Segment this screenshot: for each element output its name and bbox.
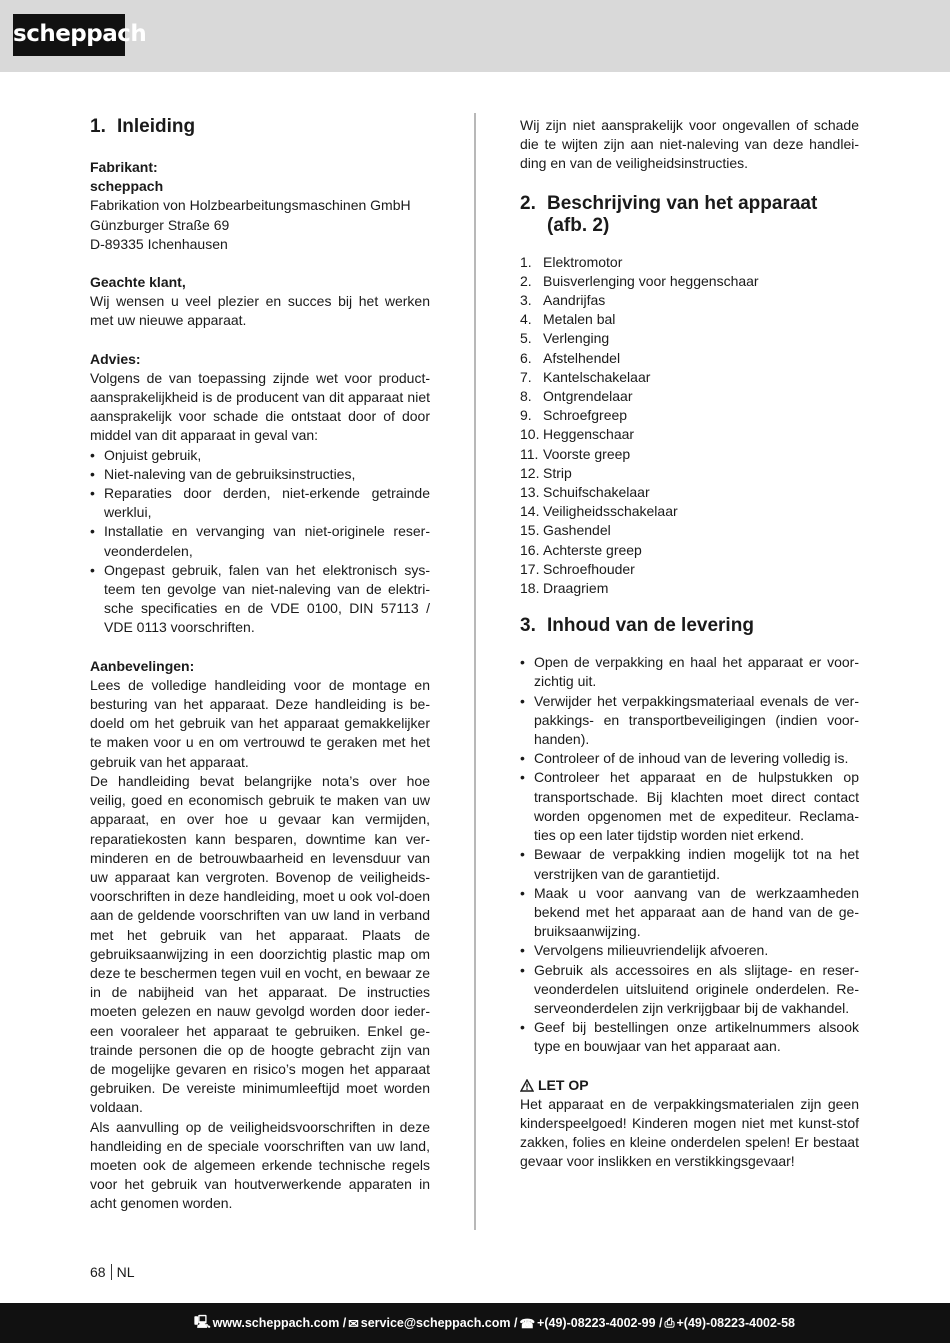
footer-phone: +(49)-08223-4002-99 / [537,1316,663,1330]
top-bar [0,0,950,72]
column-divider [474,113,476,1230]
delivery-list [520,653,859,1056]
list-item: 4. Metalen bal [520,311,616,328]
left-column [90,116,430,1214]
list-item: 17. Schroefhouder [520,560,635,577]
geachte-label: Geachte klant, [90,274,186,291]
section-1-heading [90,116,430,138]
geachte-text: Wij wensen u veel plezier en succes bij het werken met uw nieuwe apparaat. [90,293,430,329]
section-title [547,193,817,237]
page-number [90,1264,134,1280]
list-item: • Onjuist gebruik, [90,446,430,465]
advies-list [90,446,430,638]
list-item: 10. Heggenschaar [520,426,635,443]
footer-fax: +(49)-08223-4002-58 [676,1316,795,1330]
mail-icon: ✉ [348,1316,359,1331]
warning-text: Het apparaat en de verpakkingsmaterialen zijn geen kinderspeelgoed! Kinderen mogen niet met kunst-stof zakken, folies en kleine onderdelen spelen! Er bestaat gevaar voor inslikken en verstikkingsgevaar! [520,1095,859,1170]
aanbevelingen-paragraph: Lees de volledige handleiding voor de montage en besturing van het apparaat. Deze handleiding is be-doeld om het gebruik van het apparaat gemakkelijker te maken voor u en om vertrouwd te geraken met het gebruik van het apparaat. [90,676,430,770]
list-item: • Maak u voor aanvang van de werkzaamheden bekend met het apparaat aan de hand van de ge-bruiksaanwijzing. [520,884,859,942]
list-item: • Geef bij bestellingen onze artikelnummers alsook type en bouwjaar van het apparaat aan. [520,1018,859,1056]
list-item: 8. Ontgrendelaar [520,388,633,405]
list-item: 16. Achterste greep [520,541,642,558]
fabrikant-name: scheppach [90,178,164,195]
advies-label: Advies: [90,350,141,367]
page-number-value: 68 [90,1264,106,1280]
computer-icon: 🖳 [193,1314,211,1329]
list-item: • Open de verpakking en haal het apparaat er voor-zichtig uit. [520,653,859,691]
right-column [520,116,859,1172]
list-item: • Vervolgens milieuvriendelijk afvoeren. [520,941,859,960]
section-title: Inhoud van de levering [547,615,754,637]
list-item: 1. Elektromotor [520,253,623,270]
warning-heading [520,1076,859,1095]
section-title-line: Beschrijving van het apparaat [547,192,818,214]
list-item: 14. Veiligheidsschakelaar [520,503,678,520]
fax-icon: ⎙ [664,1315,675,1330]
list-item: 6. Afstelhendel [520,349,621,366]
section-3-heading [520,615,859,637]
list-item: • Gebruik als accessoires en als slijtage- en reser-veonderdelen uitsluitend originele onderdelen. Re-serveonderdelen zijn verkrijgbaar bij de vakhandel. [520,961,859,1019]
list-item: • Installatie en vervanging van niet-originele reser-veonderdelen, [90,522,430,560]
list-item: 2. Buisverlenging voor heggenschaar [520,272,759,289]
list-item: 7. Kantelschakelaar [520,368,651,385]
aanbevelingen-label: Aanbevelingen: [90,657,195,674]
footer-bar [0,1303,950,1343]
advies-text: Volgens de van toepassing zijnde wet voor product-aansprakelijkheid is de producent van dit apparaat niet aansprakelijk voor schade die ontstaat door of door middel van dit apparaat in geval van: [90,369,430,444]
aanbevelingen-paragraph: Als aanvulling op de veiligheidsvoorschriften in deze handleiding en de speciale voorschriften van uw land, moeten ook de algemeen erkende technische regels voor het gebruik van houtverwerkende apparaten in acht genomen worden. [90,1118,430,1212]
list-item: 12. Strip [520,464,572,481]
list-item: 5. Verlenging [520,330,610,347]
list-item: 18. Draagriem [520,580,609,597]
aanbevelingen-paragraph: De handleiding bevat belangrijke nota’s over hoe veilig, goed en economisch gebruik te maken van uw apparaat, en over hoe u gevaar kan vermijden, reparatiekosten kann besparen, downtime kan ver-minderen en de betrouwbaarheid en levensduur van uw apparaat kan vergroten. Bovenop de veiligheids-voorschriften in deze handleiding, moet u ook vol-doen aan de geldende voorschriften van uw land in verband met het gebruik van het apparaat. Plaats de gebruiksaanwijzing in een doorzichtig plastic map om deze te beschermen tegen vuil en vocht, en bewaar ze in de nabijheid van het apparaat. De instructies moeten gelezen en nauw gevolgd worden door ieder-een vooraleer het apparaat te gebruiken. Enkel ge-trainde personen die op de hoogte gebracht zijn van de mogelijke gevaren en risico’s mogen het apparaat gebruiken. De vereiste minimumleeftijd moet worden voldaan. [90,772,430,1116]
list-item: • Reparaties door derden, niet-erkende getrainde werklui, [90,484,430,522]
list-item: • Niet-naleving van de gebruiksinstructies, [90,465,430,484]
list-item: 3. Aandrijfas [520,292,606,309]
section-2-heading [520,193,859,237]
list-item: 13. Schuifschakelaar [520,484,650,501]
address-line: D-89335 Ichenhausen [90,235,228,252]
list-item: • Ongepast gebruik, falen van het elektronisch sys-teem ten gevolge van niet-naleving van de elektri-sche specificaties en de VDE 0100, DIN 57113 / VDE 0113 voorschriften. [90,561,430,638]
section-title-line: (afb. 2) [547,214,610,236]
section-number: 1. [90,116,106,137]
address-line: Fabrikation von Holzbearbeitungsmaschinen GmbH [90,197,411,214]
list-item: • Controleer het apparaat en de hulpstukken op transportschade. Bij klachten moet direct contact worden opgenomen met de expediteur. Reclama-ties op een later tijdstip worden niet erkend. [520,768,859,845]
intro-text: Wij zijn niet aansprakelijk voor ongevallen of schade die te wijten zijn aan niet-naleving van deze handlei-ding en van de veiligheidsinstructies. [520,117,859,172]
list-item: 9. Schroefgreep [520,407,628,424]
page-language: NL [116,1264,135,1280]
page-number-separator [111,1264,112,1280]
fabrikant-label: Fabrikant: [90,159,158,175]
list-item: • Bewaar de verpakking indien mogelijk tot na het verstrijken van de garantietijd. [520,845,859,883]
section-number: 3. [520,615,536,637]
scheppach-logo: scheppach [13,14,125,56]
list-item: • Verwijder het verpakkingsmateriaal evenals de ver-pakkings- en transportbeveiligingen (indien voor-handen). [520,692,859,750]
warning-label: LET OP [538,1076,589,1093]
list-item: 15. Gashendel [520,522,611,539]
section-number: 2. [520,192,536,214]
parts-list [520,253,859,599]
address-line: Günzburger Straße 69 [90,216,230,233]
list-item: • Controleer of de inhoud van de levering volledig is. [520,749,859,768]
phone-icon: ☎ [519,1316,536,1331]
warning-icon [520,1079,534,1092]
footer-website[interactable]: www.scheppach.com / [212,1316,347,1330]
list-item: 11. Voorste greep [520,445,631,462]
footer-email[interactable]: service@scheppach.com / [360,1316,518,1330]
section-title: Inleiding [117,116,196,137]
